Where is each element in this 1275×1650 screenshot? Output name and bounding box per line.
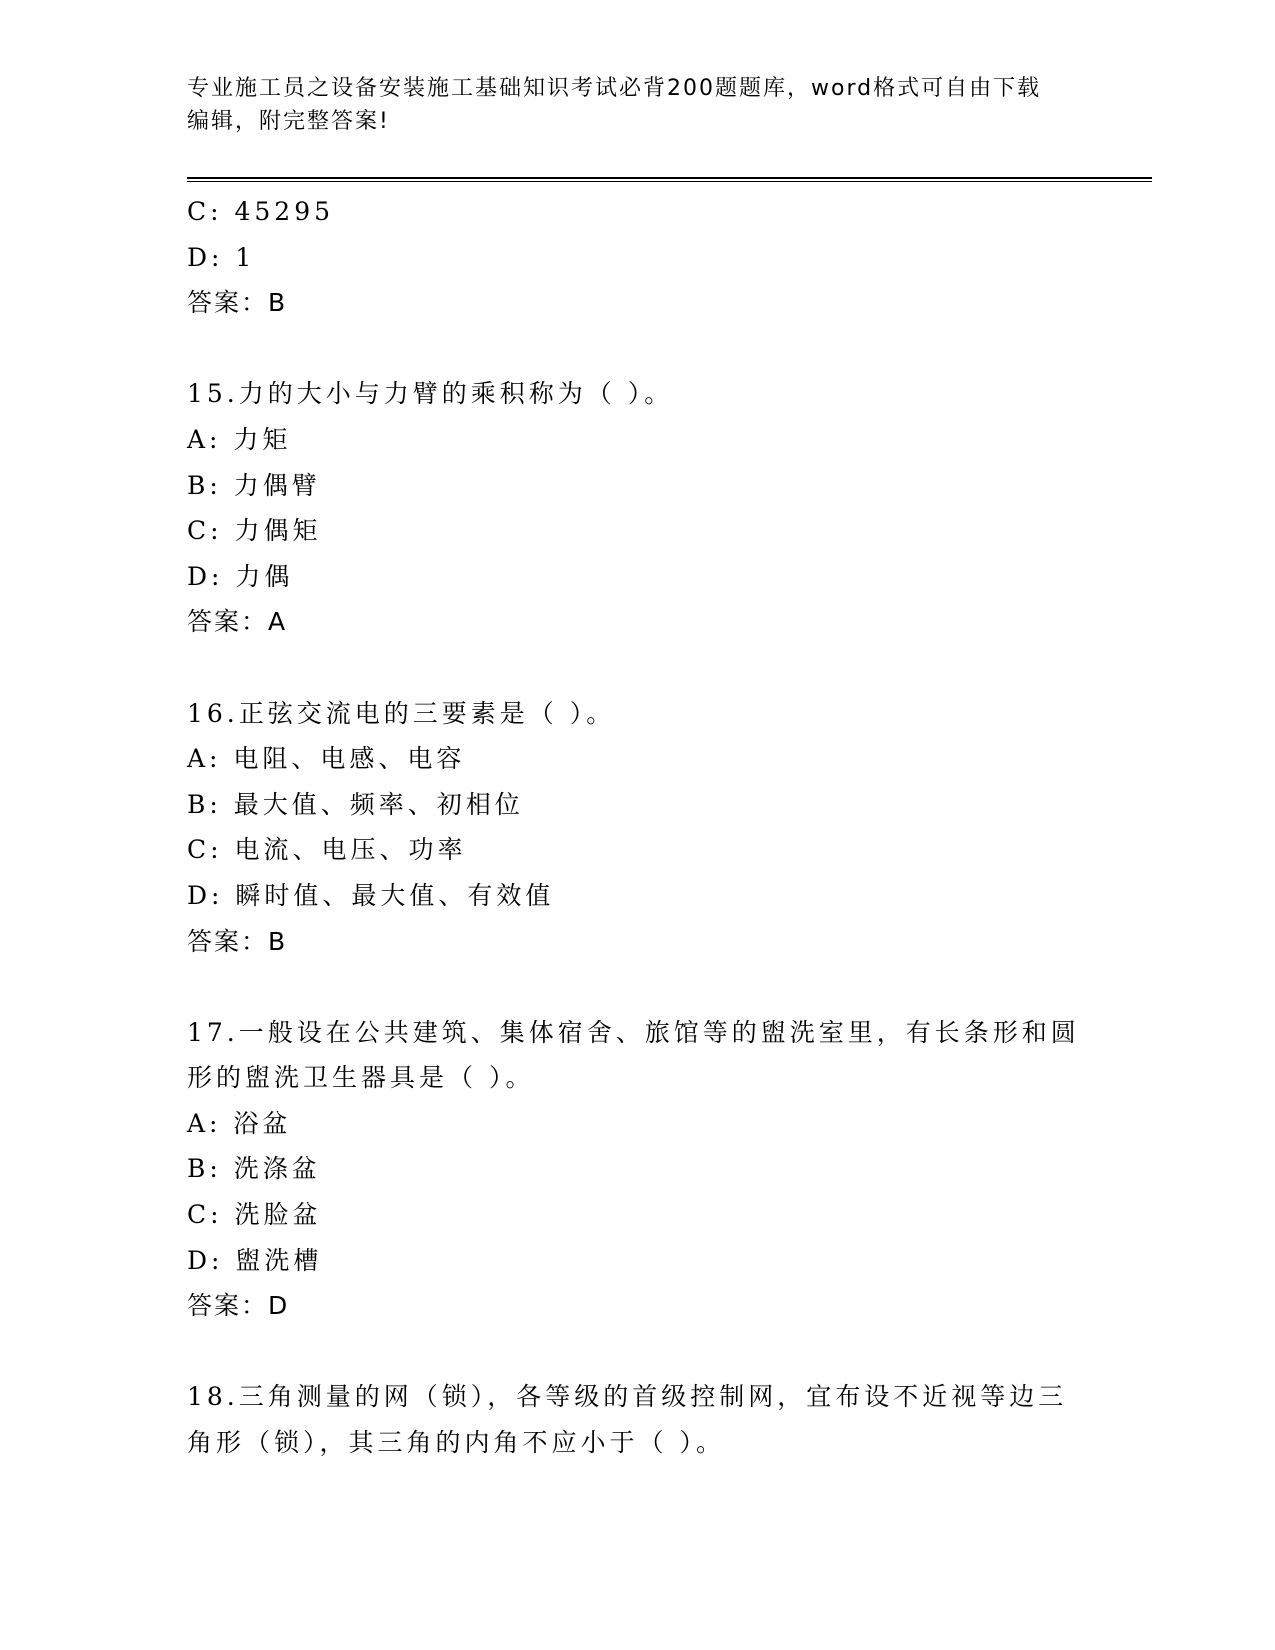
option-c: C: 力偶矩: [187, 516, 322, 546]
question-list: [187, 189, 1087, 1466]
option-d: D: 力偶: [187, 561, 294, 591]
question-text-line-2: 形的盥洗卫生器具是（ ）。: [187, 1063, 535, 1093]
answer-line: 答案：D: [187, 1291, 290, 1321]
answer-line: 答案：B: [187, 926, 288, 956]
spacer: [187, 1329, 1087, 1375]
option-b: B: 最大值、频率、初相位: [187, 789, 524, 819]
option-d: D: 盥洗槽: [187, 1245, 323, 1275]
question-block-14: [187, 189, 1087, 326]
option-c: C: 电流、电压、功率: [187, 835, 467, 865]
header-divider-thick: [187, 177, 1152, 179]
option-a: A: 电阻、电感、电容: [187, 744, 466, 774]
option-c: C: 洗脸盆: [187, 1200, 322, 1230]
question-block-17: [187, 1010, 1087, 1329]
option-b: B: 洗涤盆: [187, 1154, 321, 1184]
spacer: [187, 326, 1087, 372]
header-divider-thin: [187, 181, 1152, 182]
question-text-line-1: 18.三角测量的网（锁），各等级的首级控制网，宜布设不近视等边三: [187, 1382, 1068, 1412]
option-a: A: 浴盆: [187, 1108, 292, 1138]
question-block-18: [187, 1374, 1087, 1465]
question-text-line-1: 17.一般设在公共建筑、集体宿舍、旅馆等的盥洗室里，有长条形和圆: [187, 1017, 1080, 1047]
question-block-15: [187, 371, 1087, 645]
spacer: [187, 964, 1087, 1010]
answer-line: 答案：A: [187, 607, 288, 637]
question-block-16: [187, 691, 1087, 965]
header-title-line-2: 编辑，附完整答案!: [187, 109, 390, 134]
spacer: [187, 645, 1087, 691]
question-text: 16.正弦交流电的三要素是（ ）。: [187, 698, 616, 728]
option-a: A: 力矩: [187, 424, 292, 454]
option-b: B: 力偶臂: [187, 470, 321, 500]
option-c: C: 45295: [187, 197, 335, 226]
question-text: 15.力的大小与力臂的乘积称为（ ）。: [187, 379, 674, 409]
question-text-line-2: 角形（锁），其三角的内角不应小于（ ）。: [187, 1428, 725, 1458]
document-header: [187, 72, 1067, 138]
option-d: D: 1: [187, 242, 256, 272]
answer-line: 答案：B: [187, 288, 288, 318]
header-title-line-1: 专业施工员之设备安装施工基础知识考试必背200题题库，word格式可自由下载: [187, 76, 1042, 101]
option-d: D: 瞬时值、最大值、有效值: [187, 880, 555, 910]
